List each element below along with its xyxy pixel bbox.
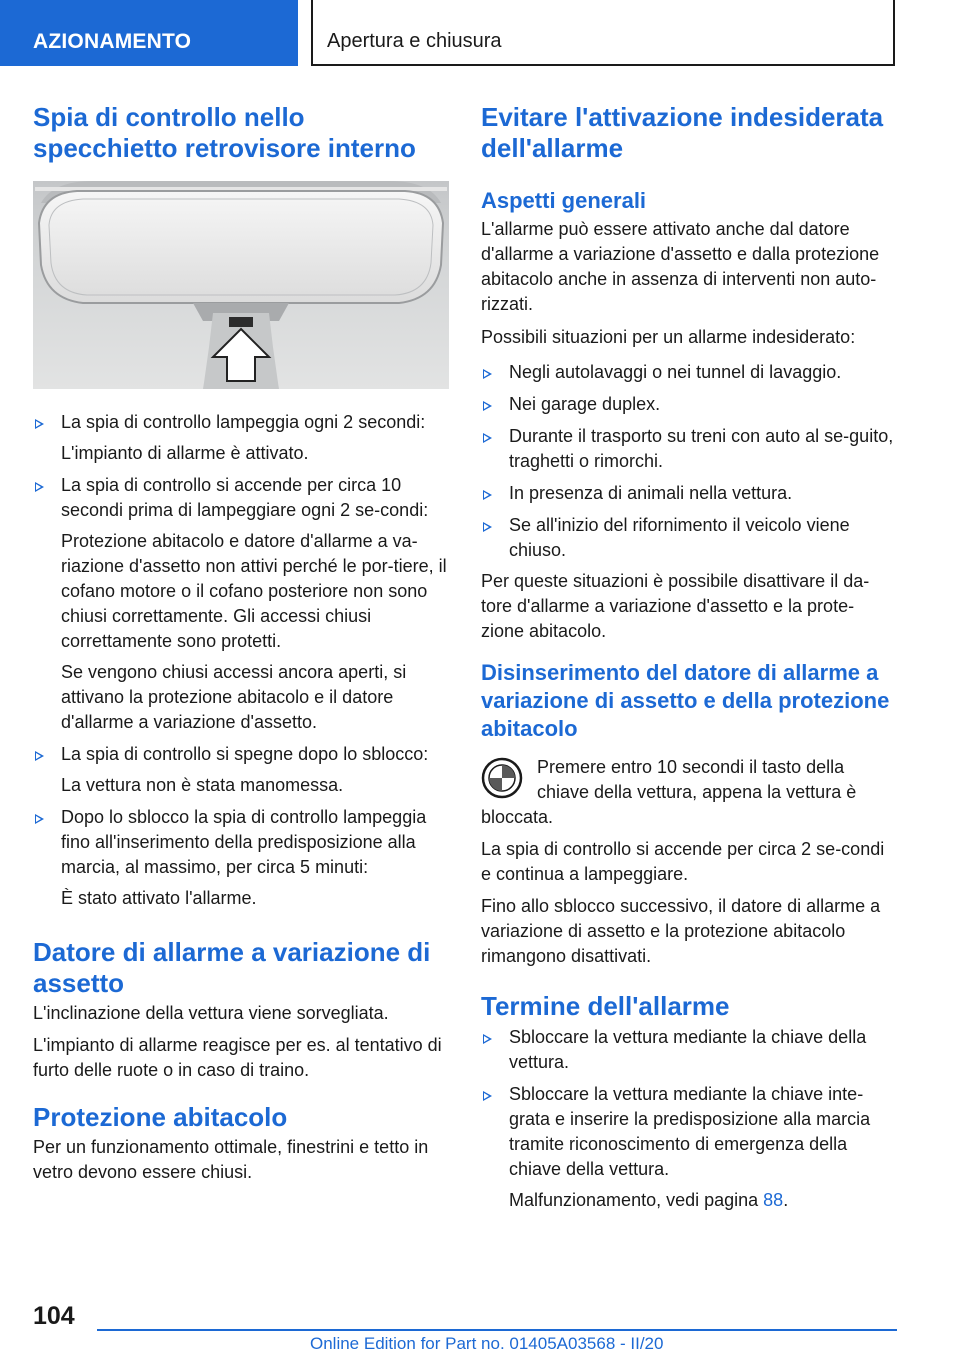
heading-disinserimento: Disinserimento del datore di allarme a variazione di assetto e della protezione abitacolo bbox=[481, 660, 890, 741]
termine-list bbox=[481, 1025, 897, 1213]
chapter-title: Apertura e chiusura bbox=[311, 0, 895, 66]
page-number: 104 bbox=[33, 1302, 75, 1330]
mirror-graphic bbox=[33, 181, 449, 389]
page-header bbox=[0, 0, 960, 66]
paragraph: L'allarme può essere attivato anche dal datore d'allarme a variazione d'assetto e dalla protezione abitacolo anche in assenza di interventi non auto-rizzati. bbox=[481, 219, 880, 314]
right-column bbox=[481, 102, 897, 1213]
bullet-triangle-icon bbox=[35, 482, 44, 492]
paragraph: La spia di controllo si accende per circa 2 se-condi e continua a lampeggiare. bbox=[481, 839, 885, 884]
list-item: La spia di controllo si accende per circa 10 secondi prima di lampeggiare ogni 2 se-condi: Protezione abitacolo e datore d'allarme a va-riazione d'assetto non attivi perché le por-tiere, il cofano motore o il cofano posteriore non sono chiusi correttamente. Gli accessi chiusi correttamente sono protetti. Se vengono chiusi accessi ancora aperti, si attivano la protezione abitacolo e il datore d'allarme a variazione d'assetto. bbox=[33, 473, 449, 735]
key-instruction bbox=[481, 755, 897, 830]
list-item: Nei garage duplex. bbox=[481, 392, 897, 417]
list-item: Negli autolavaggi o nei tunnel di lavaggio. bbox=[481, 360, 897, 385]
bullet-triangle-icon bbox=[483, 1091, 492, 1101]
list-item: Sbloccare la vettura mediante la chiave inte-grata e inserire la predisposizione alla marcia tramite riconoscimento di emergenza della chiave della vettura. bbox=[481, 1082, 897, 1182]
list-item: Sbloccare la vettura mediante la chiave della vettura. bbox=[481, 1025, 897, 1075]
list-item: Durante il trasporto su treni con auto al se-guito, traghetti o rimorchi. bbox=[481, 424, 897, 474]
bullet-triangle-icon bbox=[35, 419, 44, 429]
malfunction-note: Malfunzionamento, vedi pagina 88. bbox=[509, 1190, 789, 1210]
bullet-triangle-icon bbox=[483, 401, 492, 411]
list-item: Se all'inizio del rifornimento il veicolo viene chiuso. bbox=[481, 513, 897, 563]
paragraph: Premere entro 10 secondi il tasto della chiave della vettura, appena la vettura è bloccata. bbox=[481, 757, 857, 827]
bullet-triangle-icon bbox=[35, 751, 44, 761]
paragraph: L'impianto di allarme reagisce per es. al tentativo di furto delle ruote o in caso di traino. bbox=[33, 1035, 442, 1080]
bullet-triangle-icon bbox=[35, 814, 44, 824]
list-item: La spia di controllo lampeggia ogni 2 secondi: L'impianto di allarme è attivato. bbox=[33, 410, 449, 466]
heading-evitare: Evitare l'attivazione indesiderata dell'allarme bbox=[481, 102, 884, 163]
heading-termine: Termine dell'allarme bbox=[481, 991, 730, 1021]
paragraph: L'inclinazione della vettura viene sorvegliata. bbox=[33, 1003, 389, 1023]
spia-list bbox=[33, 410, 449, 911]
page-link[interactable]: 88 bbox=[763, 1190, 784, 1210]
paragraph: Per queste situazioni è possibile disattivare il da-tore d'allarme a variazione d'assetto e la prote-zione abitacolo. bbox=[481, 571, 870, 641]
list-item: Dopo lo sblocco la spia di controllo lampeggia fino all'inserimento della predisposizione alla marcia, al massimo, per circa 5 minuti: È stato attivato l'allarme. bbox=[33, 805, 449, 911]
paragraph: Fino allo sblocco successivo, il datore di allarme a variazione di assetto e la protezione abitacolo rimangono disattivati. bbox=[481, 896, 881, 966]
list-item: In presenza di animali nella vettura. bbox=[481, 481, 897, 506]
footer-divider bbox=[97, 1329, 897, 1331]
bullet-triangle-icon bbox=[483, 1034, 492, 1044]
section-tab: AZIONAMENTO bbox=[0, 0, 298, 66]
paragraph: Possibili situazioni per un allarme indesiderato: bbox=[481, 327, 856, 347]
mirror-illustration bbox=[33, 181, 449, 389]
situazioni-list bbox=[481, 360, 897, 563]
paragraph: Per un funzionamento ottimale, finestrini e tetto in vetro devono essere chiusi. bbox=[33, 1137, 429, 1182]
list-item: La spia di controllo si spegne dopo lo sblocco: La vettura non è stata manomessa. bbox=[33, 742, 449, 798]
heading-spia: Spia di controllo nello specchietto retrovisore interno bbox=[33, 102, 416, 163]
bullet-triangle-icon bbox=[483, 369, 492, 379]
bullet-triangle-icon bbox=[483, 490, 492, 500]
heading-aspetti: Aspetti generali bbox=[481, 188, 647, 213]
bmw-key-icon bbox=[481, 757, 523, 799]
footer-edition: Online Edition for Part no. 01405A03568 - II/20 bbox=[310, 1334, 664, 1353]
heading-datore: Datore di allarme a variazione di assetto bbox=[33, 937, 431, 998]
left-column bbox=[33, 102, 449, 1185]
bullet-triangle-icon bbox=[483, 433, 492, 443]
bullet-triangle-icon bbox=[483, 522, 492, 532]
heading-protezione: Protezione abitacolo bbox=[33, 1102, 288, 1132]
